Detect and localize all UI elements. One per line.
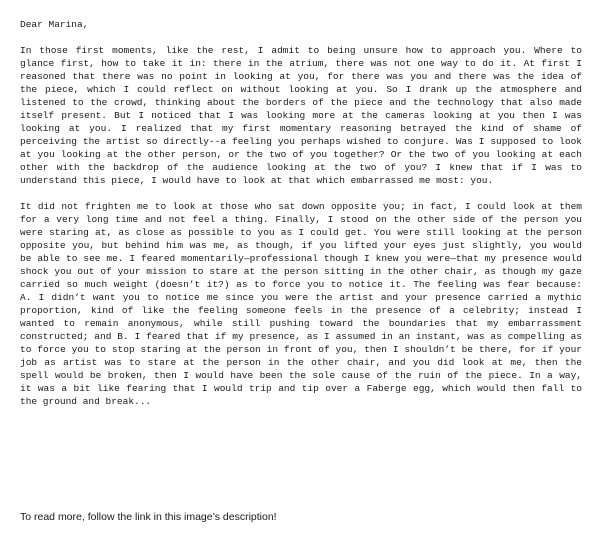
letter-body: [20, 18, 582, 421]
letter-paragraph: In those first moments, like the rest, I admit to being unsure how to approach you. Where to glance first, how to take it in: there in the atrium, there was not one way to do it. At first I reasoned that there was no point in looking at you, for there was you and there was the idea of the piece, which I could reflect on without looking at you. So I drank up the atmosphere and listened to the crowd, thinking about the borders of the piece and the technology that also made itself present. But I noticed that I was looking more at the cameras looking at you then I was looking at you. I realized that my first momentary reasoning betrayed the kind of shame of perceiving the artist so directly--a feeling you perhaps wished to conjure. Was I supposed to look at you looking at the other person, or the two of you together? Or the two of you looking at each other with the backdrop of the audience looking at the two of you? I knew that if I was to understand this piece, I would have to look at that which embarrassed me most: you.: [20, 45, 582, 186]
read-more-note: To read more, follow the link in this image’s description!: [20, 511, 277, 523]
letter-paragraph: It did not frighten me to look at those who sat down opposite you; in fact, I could look at them for a very long time and not feel a thing. Finally, I stood on the other side of the person you were staring at, as close as possible to you as I could get. You were still looking at the person opposite you, but behind him was me, as though, if you lifted your eyes just slightly, you would be able to see me. I feared momentarily—professional though I knew you were—that my presence would shock you out of your mission to stare at the person sitting in the other chair, as though my gaze carried so much weight (doesn’t it?) as to force you to notice it. The feeling was fear because: A. I didn’t want you to notice me since you were the artist and your presence carried a mythic proportion, kind of like the feeling someone feels in the presence of a celebrity; instead I wanted to remain anonymous, while still pushing toward the boundaries that my embarrassment constructed; and B. I feared that if my presence, as I assumed in an instant, was as compelling as to force you to stop staring at the person in front of you, then I shouldn’t be there, for if your job as artist was to stare at the person in the other chair, and you did look at me, then the spell would be broken, then I would have been the sole cause of the ruin of the piece. In a way, it was a bit like fearing that I would trip and tip over a Faberge egg, which would then fall to the ground and break...: [20, 201, 582, 407]
letter-salutation: Dear Marina,: [20, 19, 89, 30]
